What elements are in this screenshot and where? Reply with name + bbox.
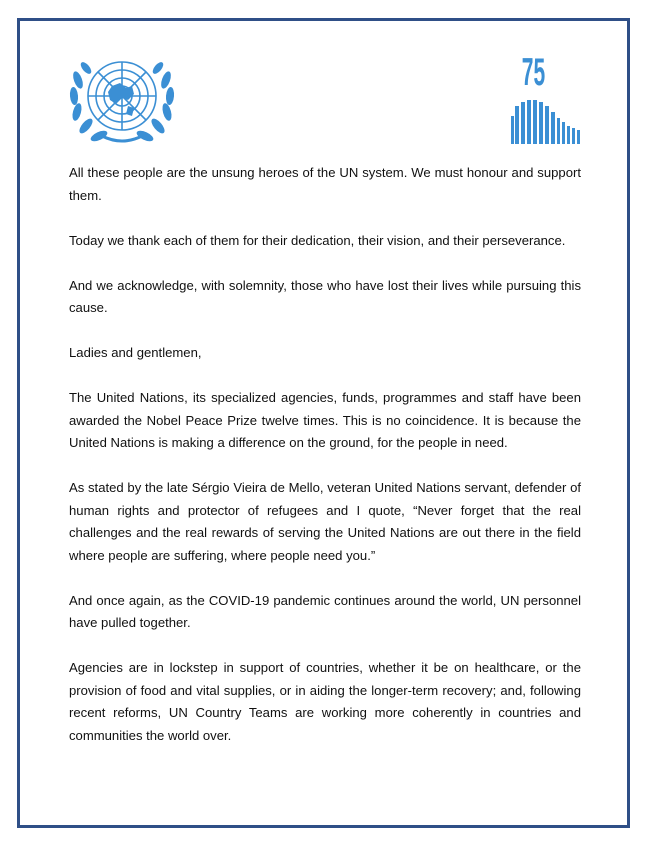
un-emblem-logo [66,50,178,146]
paragraph: Agencies are in lockstep in support of countries, whether it be on healthcare, or the provision of food and vital supplies, or in aiding the longer-term recovery; and, following recent reforms, UN Country Teams are working more coherently in countries and communities the world over. [69,660,581,743]
paragraph: All these people are the unsung heroes of the UN system. We must honour and support them. [69,165,581,203]
paragraph: The United Nations, its specialized agencies, funds, programmes and staff have been awarded the Nobel Peace Prize twelve times. This is no coincidence. It is because the United Nations is making a difference on the ground, for the people in need. [69,390,581,450]
paragraph: And once again, as the COVID-19 pandemic continues around the world, UN personnel have pulled together. [69,592,581,630]
un75-anniversary-logo [505,46,585,146]
letter-body [69,162,581,770]
paragraph: Today we thank each of them for their dedication, their vision, and their perseverance. [69,232,566,248]
paragraph: And we acknowledge, with solemnity, those who have lost their lives while pursuing this cause. [69,277,581,315]
anniversary-number: 75 [521,50,546,94]
paragraph: As stated by the late Sérgio Vieira de Mello, veteran United Nations servant, defender of human rights and protector of refugees and I quote, “Never forget that the real challenges and the real rewards of serving the United Nations are out there in the field where people are suffering, where people need you.” [69,480,581,563]
paragraph: Ladies and gentlemen, [69,345,202,360]
